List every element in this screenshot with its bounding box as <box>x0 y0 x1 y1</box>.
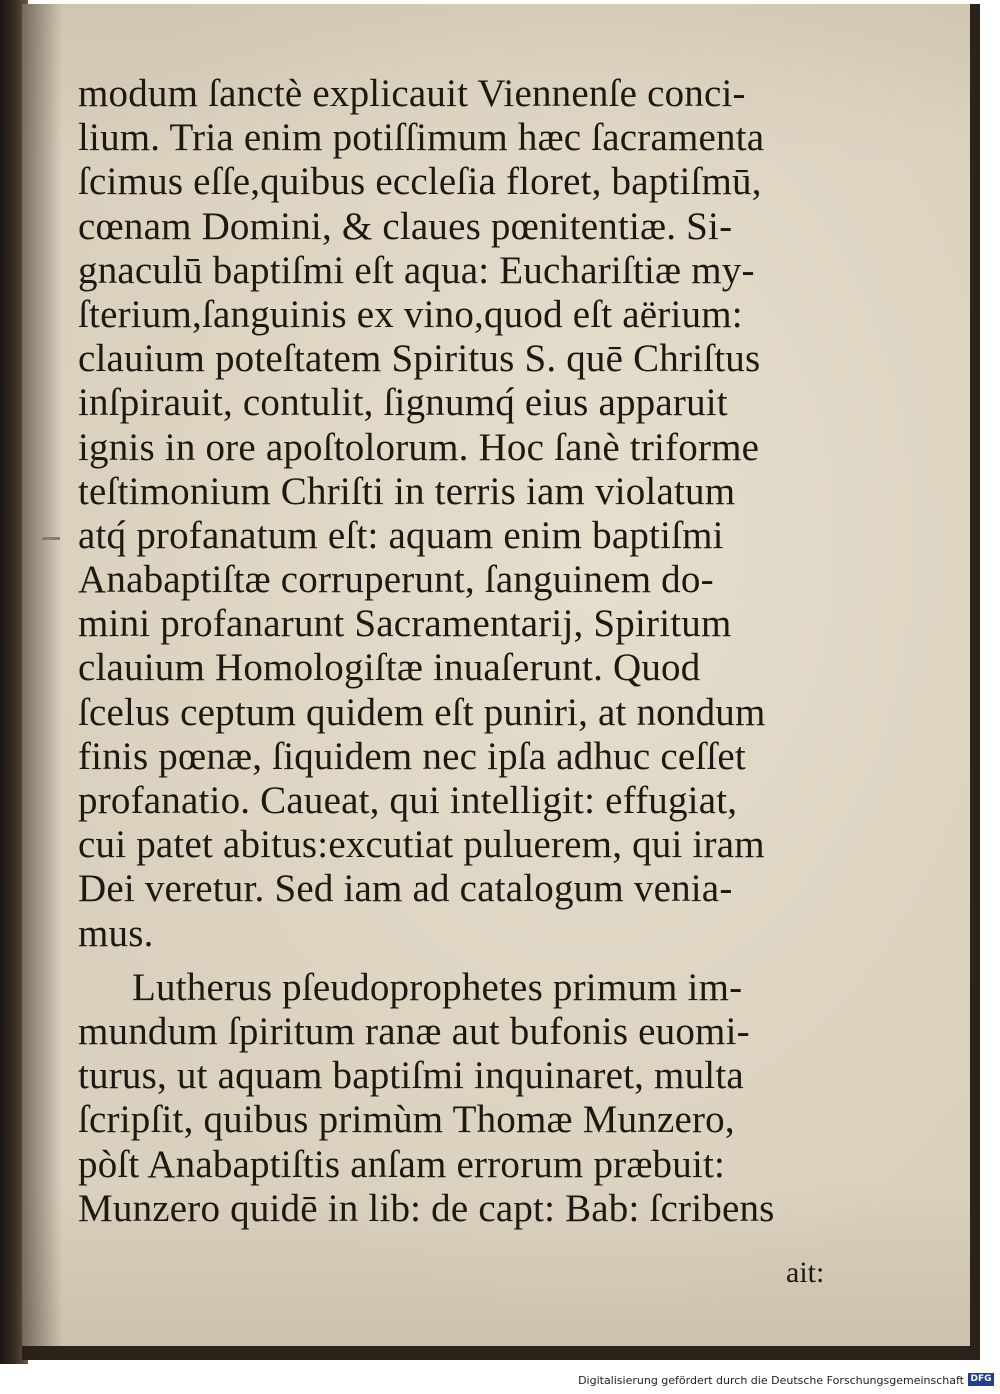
catchword: ait: <box>786 1256 825 1289</box>
text-line: ſcripſit, quibus primùm Thomæ Munzero, <box>78 1098 735 1142</box>
text-line: gnaculū baptiſmi eſt aqua: Euchariſtiæ my- <box>78 248 755 292</box>
text-line: teſtimonium Chriſti in terris iam violatum <box>78 469 736 513</box>
paragraph-start-line: Lutherus pſeudoprophetes primum im- <box>132 965 743 1009</box>
text-line: mundum ſpiritum ranæ aut bufonis euomi- <box>78 1009 750 1053</box>
gutter-shadow <box>22 4 62 1360</box>
text-line: turus, ut aquam baptiſmi inquinaret, multa <box>78 1054 744 1098</box>
text-line: Anabaptiſtæ corruperunt, ſanguinem do- <box>78 558 714 602</box>
text-line: profanatio. Caueat, qui intelligit: effugiat, <box>78 779 738 822</box>
page-text <box>78 72 842 1231</box>
footer-credit: Digitalisierung gefördert durch die Deutsche Forschungsgemeinschaft <box>578 1374 964 1387</box>
text-line: inſpirauit, contulit, ſignumq́ eius apparuit <box>78 381 728 425</box>
text-line: ſcelus ceptum quidem eſt puniri, at nondum <box>78 690 766 734</box>
text-line: clauium poteſtatem Spiritus S. quē Chriſtus <box>78 337 761 381</box>
text-line: cœnam Domini, & claues pœnitentiæ. Si- <box>78 204 733 248</box>
text-line: ſterium,ſanguinis ex vino,quod eſt aërium: <box>78 292 743 336</box>
text-line: clauium Homologiſtæ inuaſerunt. Quod <box>78 646 701 690</box>
text-line: ſcimus eſſe,quibus eccleſia floret, baptiſmū, <box>78 160 762 204</box>
text-line: Munzero quidē in lib: de capt: Bab: ſcribens <box>78 1186 775 1230</box>
text-line: lium. Tria enim potiſſimum hæc ſacramenta <box>78 116 765 160</box>
text-line: Dei veretur. Sed iam ad catalogum venia- <box>78 867 733 911</box>
dfg-logo-icon: DFG <box>968 1373 994 1386</box>
text-line: modum ſanctè explicauit Viennenſe conci- <box>78 72 746 115</box>
text-line: cui patet abitus:excutiat puluerem, qui iram <box>78 823 765 867</box>
text-line: pòſt Anabaptiſtis anſam errorum præbuit: <box>78 1142 726 1186</box>
text-line: atq́ profanatum eſt: aquam enim baptiſmi <box>78 513 724 557</box>
text-line: mini profanarunt Sacramentarij, Spiritum <box>78 602 732 646</box>
text-line: ignis in ore apoſtolorum. Hoc ſanè triforme <box>78 425 760 469</box>
text-line: finis pœnæ, ſiquidem nec ipſa adhuc ceſſet <box>78 734 746 778</box>
margin-mark <box>42 537 60 540</box>
text-line: mus. <box>78 911 154 955</box>
